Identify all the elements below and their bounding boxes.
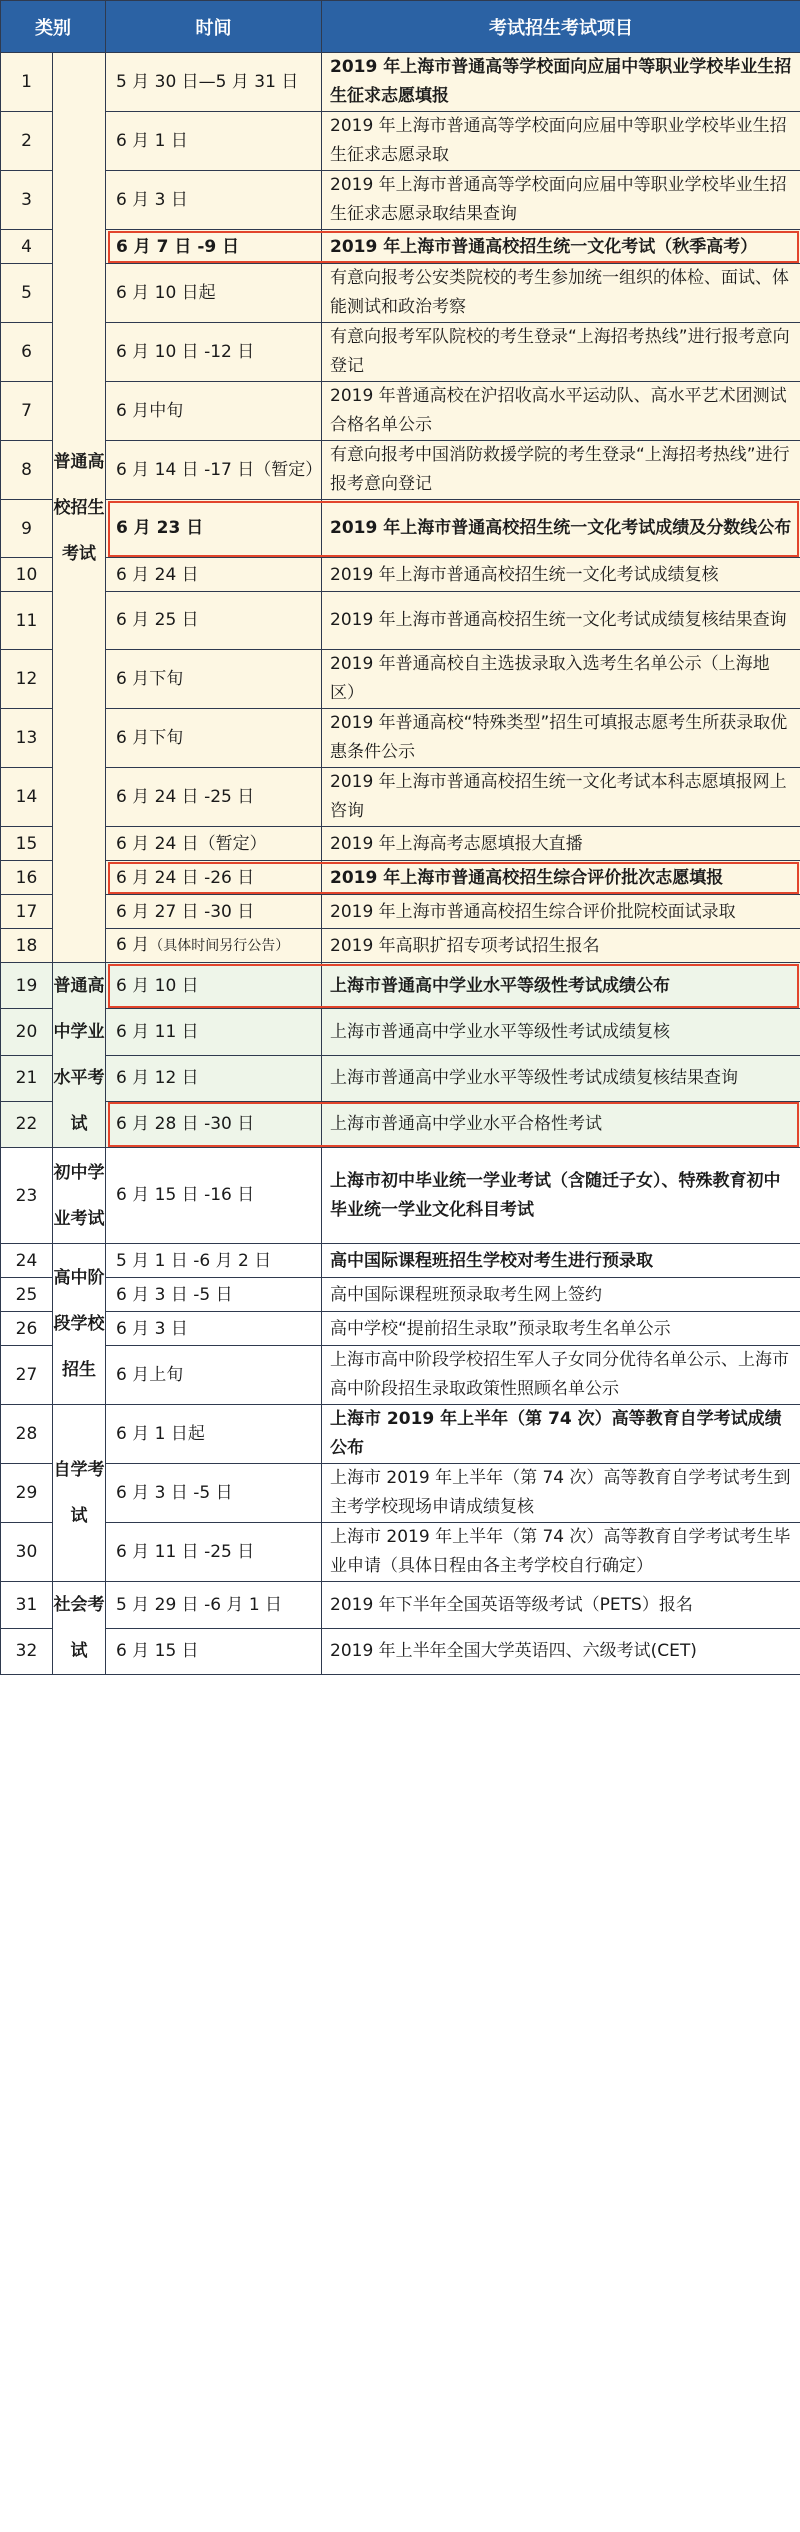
table-row (1, 592, 800, 650)
row-number: 25 (1, 1278, 53, 1312)
time-cell (106, 1148, 322, 1244)
table-row (1, 264, 800, 323)
item-cell: 有意向报考中国消防救援学院的考生登录“上海招考热线”进行报考意向登记 (322, 441, 800, 500)
row-number: 26 (1, 1312, 53, 1346)
table-row (1, 441, 800, 500)
item-cell: 上海市普通高中学业水平等级性考试成绩公布 (322, 963, 800, 1009)
row-number: 28 (1, 1405, 53, 1464)
time-text: 6 月上旬 (116, 1364, 184, 1385)
table-row (1, 558, 800, 592)
header-category: 类别 (1, 1, 106, 53)
item-cell: 2019 年下半年全国英语等级考试（PETS）报名 (322, 1582, 800, 1629)
time-text: 6 月 15 日 (116, 1641, 199, 1662)
item-cell: 有意向报考军队院校的考生登录“上海招考热线”进行报考意向登记 (322, 323, 800, 382)
row-number: 7 (1, 382, 53, 441)
row-number: 17 (1, 895, 53, 929)
time-text: 6 月 28 日 -30 日 (116, 1114, 255, 1135)
time-cell (106, 1405, 322, 1464)
category-cell: 普通高校招生考试 (53, 53, 106, 963)
time-cell (106, 1055, 322, 1101)
table-row (1, 500, 800, 558)
time-cell (106, 230, 322, 264)
item-cell: 2019 年上海市普通高校招生统一文化考试本科志愿填报网上咨询 (322, 768, 800, 827)
item-cell: 上海市初中毕业统一学业考试（含随迁子女）、特殊教育初中毕业统一学业文化科目考试 (322, 1148, 800, 1244)
item-cell: 高中国际课程班预录取考生网上签约 (322, 1278, 800, 1312)
table-row (1, 1464, 800, 1523)
time-text: 6 月下旬 (116, 727, 184, 748)
header-row (1, 1, 800, 53)
time-cell (106, 650, 322, 709)
table-row (1, 1312, 800, 1346)
item-cell: 2019 年上海市普通高等学校面向应届中等职业学校毕业生招生征求志愿填报 (322, 53, 800, 112)
table-row (1, 171, 800, 230)
time-text: 6 月 24 日 -25 日 (116, 786, 255, 807)
time-text: 6 月 24 日 (116, 564, 199, 585)
item-cell: 上海市 2019 年上半年（第 74 次）高等教育自学考试考生毕业申请（具体日程由各主考学校自行确定） (322, 1523, 800, 1582)
row-number: 8 (1, 441, 53, 500)
item-cell: 2019 年高职扩招专项考试招生报名 (322, 929, 800, 963)
time-cell (106, 709, 322, 768)
category-cell: 高中阶段学校招生 (53, 1244, 106, 1405)
item-cell: 上海市普通高中学业水平合格性考试 (322, 1101, 800, 1147)
time-cell (106, 112, 322, 171)
time-text: 5 月 29 日 -6 月 1 日 (116, 1594, 283, 1615)
time-text: 6 月 7 日 -9 日 (116, 236, 240, 257)
time-cell (106, 861, 322, 895)
item-cell: 高中学校“提前招生录取”预录取考生名单公示 (322, 1312, 800, 1346)
table-row (1, 323, 800, 382)
table-row (1, 112, 800, 171)
time-text: 6 月 11 日 -25 日 (116, 1541, 255, 1562)
category-cell: 普通高中学业水平考试 (53, 963, 106, 1148)
table-body (1, 53, 800, 1675)
time-cell (106, 1628, 322, 1675)
row-number: 15 (1, 827, 53, 861)
row-number: 10 (1, 558, 53, 592)
table-row (1, 1582, 800, 1629)
table-row (1, 929, 800, 963)
row-number: 20 (1, 1009, 53, 1055)
item-cell: 上海市 2019 年上半年（第 74 次）高等教育自学考试成绩公布 (322, 1405, 800, 1464)
row-number: 14 (1, 768, 53, 827)
table-row (1, 1278, 800, 1312)
item-cell: 2019 年上海市普通高校招生统一文化考试成绩复核结果查询 (322, 592, 800, 650)
table-row (1, 650, 800, 709)
time-cell (106, 558, 322, 592)
row-number: 22 (1, 1101, 53, 1147)
time-text: 5 月 30 日—5 月 31 日 (116, 71, 299, 92)
time-text: 6 月 1 日 (116, 130, 188, 151)
item-cell: 有意向报考公安类院校的考生参加统一组织的体检、面试、体能测试和政治考察 (322, 264, 800, 323)
row-number: 5 (1, 264, 53, 323)
item-cell: 2019 年上海市普通高校招生综合评价批次志愿填报 (322, 861, 800, 895)
row-number: 16 (1, 861, 53, 895)
time-text: 6 月 3 日 -5 日 (116, 1284, 233, 1305)
table-row (1, 861, 800, 895)
time-text: 6 月 15 日 -16 日 (116, 1185, 255, 1205)
table-row (1, 1148, 800, 1244)
row-number: 1 (1, 53, 53, 112)
table-row (1, 1009, 800, 1055)
row-number: 32 (1, 1628, 53, 1675)
row-number: 13 (1, 709, 53, 768)
table-row (1, 827, 800, 861)
item-cell: 2019 年普通高校自主选拔录取入选考生名单公示（上海地区） (322, 650, 800, 709)
table-row (1, 1628, 800, 1675)
time-note: （具体时间另行公告） (149, 938, 290, 954)
time-cell (106, 1523, 322, 1582)
category-cell: 社会考试 (53, 1582, 106, 1675)
time-text: 5 月 1 日 -6 月 2 日 (116, 1250, 272, 1271)
item-cell: 2019 年普通高校“特殊类型”招生可填报志愿考生所获录取优惠条件公示 (322, 709, 800, 768)
time-cell (106, 323, 322, 382)
row-number: 31 (1, 1582, 53, 1629)
table-row (1, 1101, 800, 1147)
table-row (1, 1055, 800, 1101)
time-text: 6 月 25 日 (116, 610, 199, 630)
time-text: 6 月 10 日 (116, 975, 199, 996)
table-row (1, 1346, 800, 1405)
time-text: 6 月 10 日起 (116, 282, 216, 303)
row-number: 4 (1, 230, 53, 264)
time-text: 6 月下旬 (116, 668, 184, 689)
time-cell (106, 1464, 322, 1523)
item-cell: 2019 年上海高考志愿填报大直播 (322, 827, 800, 861)
time-cell (106, 500, 322, 558)
time-cell (106, 895, 322, 929)
time-text: 6 月 11 日 (116, 1021, 199, 1042)
table-row (1, 1523, 800, 1582)
table-row (1, 230, 800, 264)
time-cell (106, 53, 322, 112)
row-number: 3 (1, 171, 53, 230)
time-text: 6 月 24 日 -26 日 (116, 867, 255, 888)
time-cell (106, 768, 322, 827)
time-text: 6 月 3 日 (116, 1318, 188, 1339)
row-number: 23 (1, 1148, 53, 1244)
row-number: 21 (1, 1055, 53, 1101)
table-row (1, 709, 800, 768)
table-row (1, 53, 800, 112)
item-cell: 2019 年上海市普通高校招生综合评价批院校面试录取 (322, 895, 800, 929)
time-text: 6 月 14 日 -17 日（暂定） (116, 459, 323, 480)
time-text: 6 月 24 日（暂定） (116, 833, 267, 854)
item-cell: 上海市普通高中学业水平等级性考试成绩复核 (322, 1009, 800, 1055)
item-cell: 2019 年上海市普通高校招生统一文化考试成绩及分数线公布 (322, 500, 800, 558)
time-text: 6 月 10 日 -12 日 (116, 341, 255, 362)
table-row (1, 1244, 800, 1278)
time-cell (106, 1582, 322, 1629)
time-cell (106, 1101, 322, 1147)
item-cell: 2019 年上海市普通高等学校面向应届中等职业学校毕业生招生征求志愿录取 (322, 112, 800, 171)
time-cell (106, 1278, 322, 1312)
item-cell: 2019 年普通高校在沪招收高水平运动队、高水平艺术团测试合格名单公示 (322, 382, 800, 441)
item-cell: 上海市高中阶段学校招生军人子女同分优待名单公示、上海市高中阶段招生录取政策性照顾名单公示 (322, 1346, 800, 1405)
item-cell: 2019 年上海市普通高校招生统一文化考试（秋季高考） (322, 230, 800, 264)
header-item: 考试招生考试项目 (322, 1, 800, 53)
time-text: 6 月 1 日起 (116, 1423, 205, 1444)
time-text: 6 月 (116, 935, 150, 955)
row-number: 29 (1, 1464, 53, 1523)
time-text: 6 月 23 日 (116, 518, 204, 538)
row-number: 18 (1, 929, 53, 963)
category-cell: 初中学业考试 (53, 1148, 106, 1244)
time-text: 6 月 3 日 (116, 189, 188, 210)
item-cell: 高中国际课程班招生学校对考生进行预录取 (322, 1244, 800, 1278)
time-cell (106, 264, 322, 323)
time-cell (106, 1244, 322, 1278)
table-row (1, 1405, 800, 1464)
table-row (1, 768, 800, 827)
table-row (1, 382, 800, 441)
category-cell: 自学考试 (53, 1405, 106, 1582)
time-cell (106, 1009, 322, 1055)
time-cell (106, 441, 322, 500)
time-text: 6 月中旬 (116, 400, 184, 421)
time-cell (106, 827, 322, 861)
time-cell (106, 1346, 322, 1405)
time-text: 6 月 12 日 (116, 1068, 199, 1089)
table-row (1, 895, 800, 929)
table-row (1, 963, 800, 1009)
row-number: 11 (1, 592, 53, 650)
row-number: 12 (1, 650, 53, 709)
header-time: 时间 (106, 1, 322, 53)
item-cell: 2019 年上半年全国大学英语四、六级考试(CET) (322, 1628, 800, 1675)
row-number: 9 (1, 500, 53, 558)
time-cell (106, 382, 322, 441)
time-cell (106, 1312, 322, 1346)
row-number: 30 (1, 1523, 53, 1582)
row-number: 19 (1, 963, 53, 1009)
time-cell (106, 963, 322, 1009)
item-cell: 2019 年上海市普通高校招生统一文化考试成绩复核 (322, 558, 800, 592)
item-cell: 2019 年上海市普通高等学校面向应届中等职业学校毕业生招生征求志愿录取结果查询 (322, 171, 800, 230)
time-text: 6 月 3 日 -5 日 (116, 1482, 233, 1503)
item-cell: 上海市普通高中学业水平等级性考试成绩复核结果查询 (322, 1055, 800, 1101)
time-text: 6 月 27 日 -30 日 (116, 901, 255, 922)
time-cell (106, 171, 322, 230)
row-number: 24 (1, 1244, 53, 1278)
row-number: 27 (1, 1346, 53, 1405)
time-cell (106, 929, 322, 963)
item-cell: 上海市 2019 年上半年（第 74 次）高等教育自学考试考生到主考学校现场申请成绩复核 (322, 1464, 800, 1523)
time-cell (106, 592, 322, 650)
row-number: 6 (1, 323, 53, 382)
row-number: 2 (1, 112, 53, 171)
